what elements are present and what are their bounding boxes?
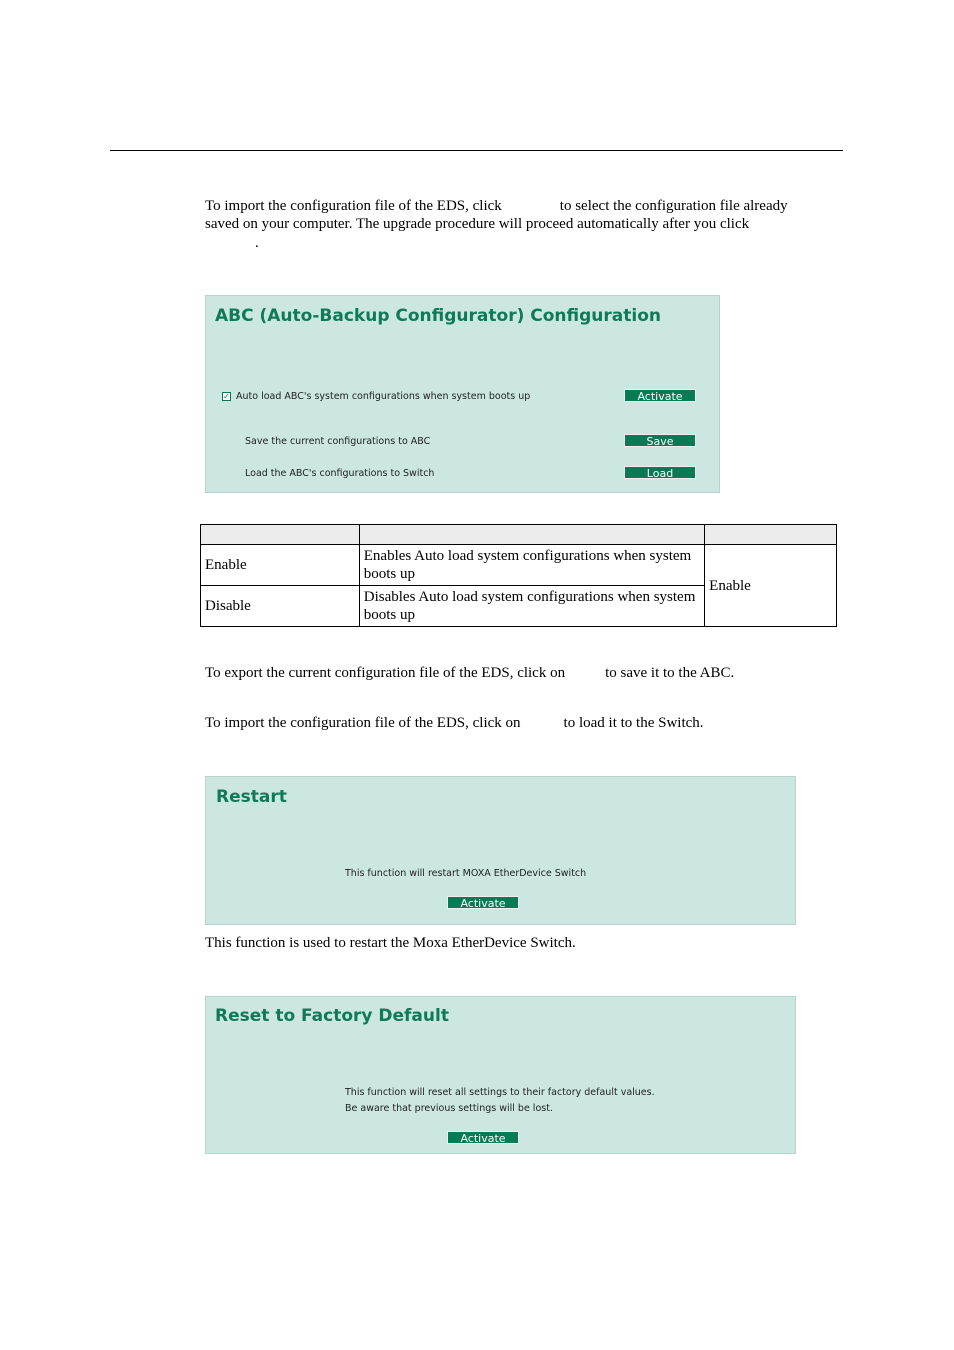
auto-load-options-table bbox=[200, 524, 837, 627]
table-cell-setting: Enable bbox=[201, 545, 360, 586]
import-text-start: To import the configuration file of the EDS, click on bbox=[205, 715, 521, 731]
export-text-start: To export the current configuration file of the EDS, click on bbox=[205, 665, 566, 681]
factory-reset-activate-button[interactable]: Activate bbox=[447, 1131, 519, 1144]
restart-panel bbox=[205, 776, 796, 925]
header-rule bbox=[110, 150, 843, 151]
factory-reset-message-line-1: This function will reset all settings to their factory default values. bbox=[345, 1087, 655, 1098]
restart-activate-button[interactable]: Activate bbox=[447, 896, 519, 909]
factory-reset-message-line-2: Be aware that previous settings will be lost. bbox=[345, 1103, 553, 1114]
table-header-row bbox=[201, 525, 837, 545]
load-description: Load the ABC's configurations to Switch bbox=[245, 468, 435, 479]
abc-config-panel bbox=[205, 295, 720, 493]
table-row bbox=[201, 545, 837, 586]
import-paragraph bbox=[205, 714, 704, 733]
restart-description: This function is used to restart the Moxa EtherDevice Switch. bbox=[205, 935, 576, 951]
table-header-setting bbox=[201, 525, 360, 545]
auto-load-label: Auto load ABC's system configurations when system boots up bbox=[236, 391, 531, 402]
abc-activate-button[interactable]: Activate bbox=[624, 389, 696, 402]
abc-panel-title: ABC (Auto-Backup Configurator) Configuration bbox=[215, 306, 661, 326]
intro-line-1-end: to select the configuration file already bbox=[559, 198, 788, 214]
intro-line-1 bbox=[205, 197, 788, 216]
restart-message: This function will restart MOXA EtherDevice Switch bbox=[345, 868, 587, 879]
table-cell-setting: Disable bbox=[201, 586, 360, 627]
save-button[interactable]: Save bbox=[624, 434, 696, 447]
intro-line-2: saved on your computer. The upgrade procedure will proceed automatically after you click bbox=[205, 216, 750, 232]
import-text-end: to load it to the Switch. bbox=[563, 715, 704, 731]
table-cell-default: Enable bbox=[705, 545, 837, 627]
intro-line-3: . bbox=[255, 235, 259, 251]
table-cell-description: Disables Auto load system configurations when system boots up bbox=[359, 586, 704, 627]
table-header-default bbox=[705, 525, 837, 545]
table-cell-description: Enables Auto load system configurations when system boots up bbox=[359, 545, 704, 586]
load-button[interactable]: Load bbox=[624, 466, 696, 479]
auto-load-checkbox[interactable]: ✓ bbox=[223, 392, 230, 401]
export-paragraph bbox=[205, 664, 734, 683]
save-description: Save the current configurations to ABC bbox=[245, 436, 431, 447]
export-text-end: to save it to the ABC. bbox=[605, 665, 735, 681]
intro-line-1-start: To import the configuration file of the EDS, click bbox=[205, 198, 502, 214]
factory-reset-title: Reset to Factory Default bbox=[215, 1006, 449, 1026]
factory-reset-panel bbox=[205, 996, 796, 1154]
restart-panel-title: Restart bbox=[216, 787, 287, 807]
table-header-description bbox=[359, 525, 704, 545]
